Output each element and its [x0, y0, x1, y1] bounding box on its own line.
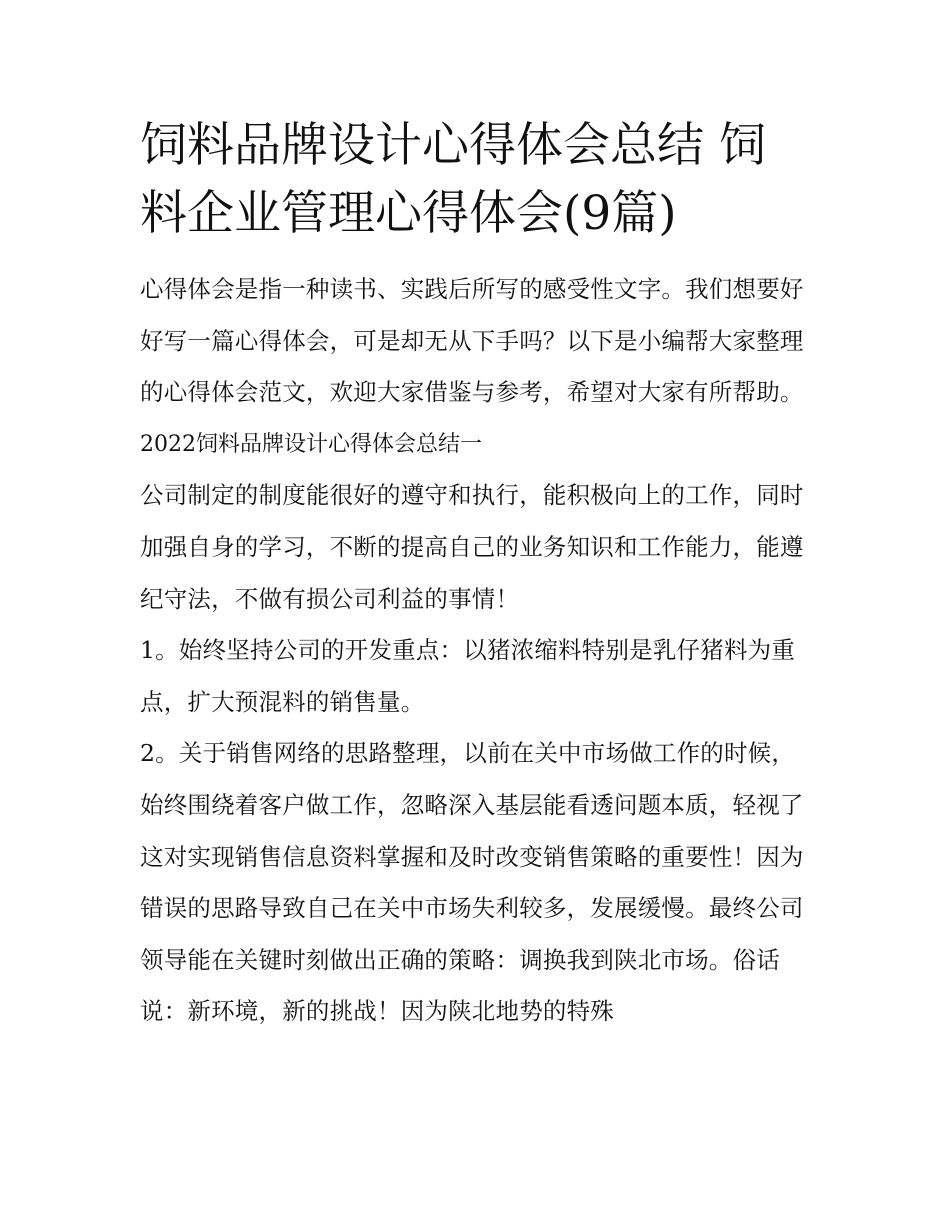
intro-paragraph: 心得体会是指一种读书、实践后所写的感受性文字。我们想要好好写一篇心得体会，可是却无从下手吗？以下是小编帮大家整理的心得体会范文，欢迎大家借鉴与参考，希望对大家有所帮助。: [140, 275, 804, 407]
document-title: 饲料品牌设计心得体会总结 饲料企业管理心得体会(9篇): [140, 118, 766, 241]
document-page: [140, 112, 812, 1038]
section-heading: 2022饲料品牌设计心得体会总结一: [140, 431, 482, 457]
body-paragraph-2: 1。始终坚持公司的开发重点：以猪浓缩料特别是乳仔猪料为重点，扩大预混料的销售量。: [140, 636, 796, 716]
body-paragraph-1: 公司制定的制度能很好的遵守和执行，能积极向上的工作，同时加强自身的学习，不断的提高自己的业务知识和工作能力，能遵纪守法，不做有损公司利益的事情！: [140, 481, 804, 613]
body-paragraph-3: 2。关于销售网络的思路整理，以前在关中市场做工作的时候，始终围绕着客户做工作，忽略深入基层能看透问题本质，轻视了这对实现销售信息资料掌握和及时改变销售策略的重要性！因为错误的思路导致自己在关中市场失利较多，发展缓慢。最终公司领导能在关键时刻做出正确的策略：调换我到陕北市场。俗话说：新环境，新的挑战！因为陕北地势的特殊: [140, 739, 804, 1026]
